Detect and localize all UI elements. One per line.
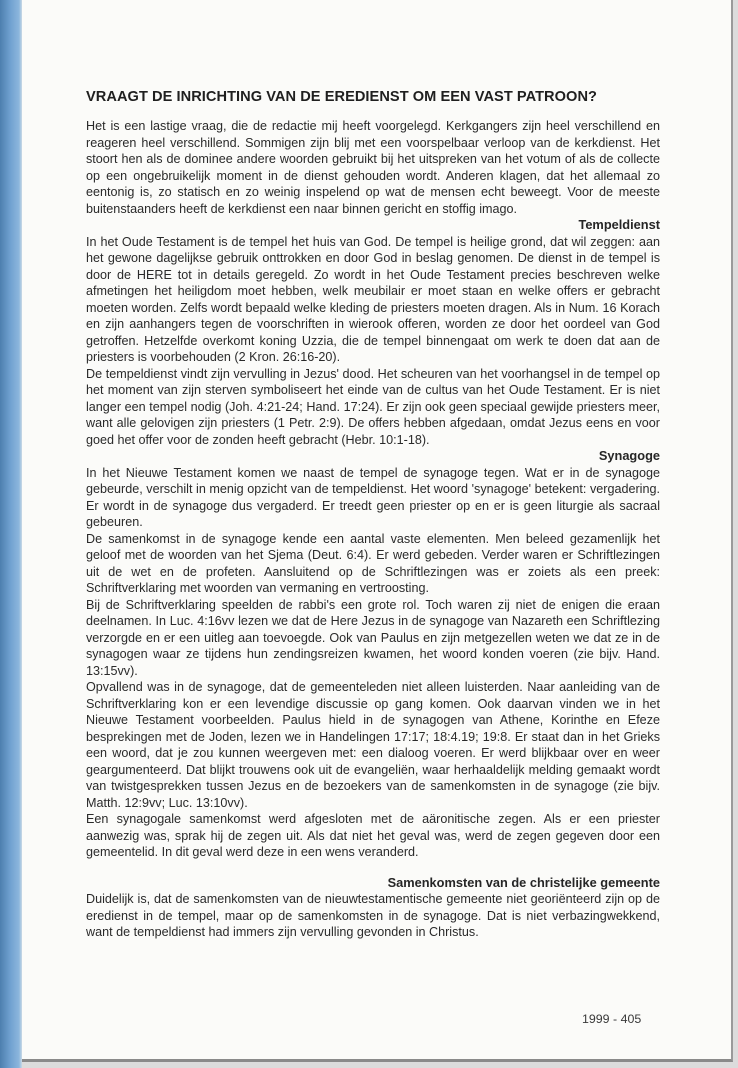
article-title: VRAAGT DE INRICHTING VAN DE EREDIENST OM EEN VAST PATROON?: [86, 89, 597, 105]
paragraph: Opvallend was in de synagoge, dat de gemeenteleden niet alleen luisterden. Naar aanleiding van de Schriftverklaring kon er een levendige discussie op gang komen. Ook daarvan vinden we in het Nieuwe Testament voorbeelden. Paulus hield in de synagogen van Athene, Korinthe en Efeze besprekingen met de Joden, lezen we in Handelingen 17:17; 18:4.19; 19:8. Er staat dan in het Grieks een woord, dat je zou kunnen weergeven met: een dialoog voeren. Er werd blijkbaar over en weer geargumenteerd. Dat blijkt trouwens ook uit de evangeliën, waar herhaaldelijk melding gemaakt wordt van twistgesprekken tussen Jezus en de bezoekers van de samenkomsten in de synagoge (zie bijv. Matth. 12:9vv; Luc. 13:10vv).: [86, 680, 660, 810]
section-heading-samenkomsten: Samenkomsten van de christelijke gemeente: [387, 874, 660, 890]
paragraph: In het Oude Testament is de tempel het huis van God. De tempel is heilige grond, dat wil zeggen: aan het gewone dagelijkse gebruik onttrokken en door God in beslag genomen. De dienst in de tempel is door de HERE tot in details geregeld. Zo wordt in het Oude Testament precies beschreven welke afmetingen het heiligdom moet hebben, welk meubilair er moet staan en welke offers er gebracht moeten worden. Zelfs wordt bepaald welke kleding de priesters moeten dragen. Als in Num. 16 Korach en zijn aanhangers tegen de voorschriften in wierook offeren, worden ze door het oordeel van God getroffen. Hetzelfde overkomt koning Uzzia, die de tempel binnengaat om werk te doen dat aan de priesters is voorbehouden (2 Kron. 26:16-20).: [86, 234, 660, 364]
article-body: [86, 88, 660, 941]
paragraph: Bij de Schriftverklaring speelden de rabbi's een grote rol. Toch waren zij niet de enigen die eraan deelnamen. In Luc. 4:16vv lezen we dat de Here Jezus in de synagoge van Nazareth een Schriftlezing verzorgde en er een uitleg aan toevoegde. Ook van Paulus en zijn metgezellen weten we dat ze in de synagogen waar ze tijdens hun zendingsreizen kwamen, het woord konden voeren (zie bijv. Hand. 13:15vv).: [86, 597, 660, 678]
document-page: [22, 0, 733, 1062]
paragraph: De samenkomst in de synagoge kende een aantal vaste elementen. Men beleed gezamenlijk het geloof met de woorden van het Sjema (Deut. 6:4). Er werd gebeden. Verder waren er Schriftlezingen uit de wet en de profeten. Aansluitend op de Schriftlezingen was er zoiets als een preek: Schriftverklaring met woorden van vermaning en vertroosting.: [86, 531, 660, 595]
paragraph: Duidelijk is, dat de samenkomsten van de nieuwtestamentische gemeente niet georiënteerd zijn op de eredienst in de tempel, maar op de samenkomsten in de synagoge. Dat is niet verbazingwekkend, want de tempeldienst had immers zijn vervulling gevonden in Christus.: [86, 892, 660, 939]
paragraph: Een synagogale samenkomst werd afgesloten met de aäronitische zegen. Als er een priester aanwezig was, sprak hij de zegen uit. Als dat niet het geval was, werd de zegen gegeven door een gemeentelid. In dit geval werd deze in een wens veranderd.: [86, 812, 660, 859]
section-heading-synagoge: Synagoge: [598, 448, 660, 463]
paragraph: De tempeldienst vindt zijn vervulling in Jezus' dood. Het scheuren van het voorhangsel in de tempel op het moment van zijn sterven symboliseert het einde van de cultus van het Oude Testament. Er is niet langer een tempel nodig (Joh. 4:21-24; Hand. 17:24). Er zijn ook geen speciaal gewijde priesters meer, want alle gelovigen zijn priesters (1 Petr. 2:9). De offers hebben afgedaan, omdat Jezus eens en voor goed het offer voor de zonden heeft gebracht (Hebr. 10:1-18).: [86, 366, 660, 447]
binding-spine: [0, 0, 22, 1068]
intro-paragraph: Het is een lastige vraag, die de redactie mij heeft voorgelegd. Kerkgangers zijn heel verschillend en reageren heel verschillend. Sommigen zijn blij met een voorspelbaar verloop van de kerkdienst. Het stoort hen als de dominee andere woorden gebruikt bij het uitspreken van het votum of als de collecte op een ongebruikelijk moment in de dienst gehouden wordt. Anderen klagen, dat het allemaal zo eentonig is, zo statisch en zo weinig inspelend op wat de mensen echt beweegt. Voor de meeste buitenstaanders heeft de kerkdienst een naar binnen gericht en stoffig imago.: [86, 119, 660, 216]
paragraph: In het Nieuwe Testament komen we naast de tempel de synagoge tegen. Wat er in de synagoge gebeurde, verschilt in menig opzicht van de tempeldienst. Het woord 'synagoge' betekent: vergadering. Er wordt in de synagoge dus vergaderd. Er treedt geen priester op en er is geen liturgie als sacraal gebeuren.: [86, 465, 660, 529]
page-number: 1999 - 405: [582, 1012, 642, 1026]
section-heading-tempeldienst: Tempeldienst: [578, 217, 660, 232]
